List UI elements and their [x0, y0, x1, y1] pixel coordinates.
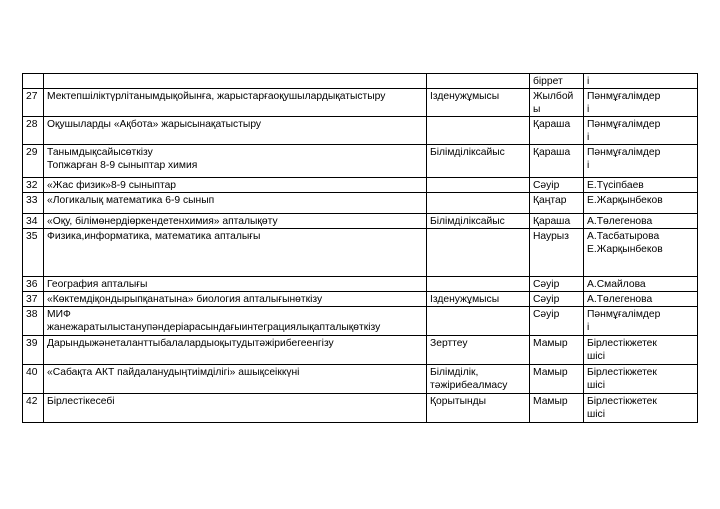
table-row — [23, 292, 698, 307]
event-cell — [44, 292, 427, 307]
event-cell-text: Оқушыларды «Ақбота» жарысынақатыстыру — [47, 119, 262, 130]
table-row — [23, 74, 698, 89]
time-cell — [530, 365, 584, 394]
responsible-cell-text: Бірлестікжетек — [587, 367, 657, 378]
event-cell-text: Дарындыжәнеталанттыбалалардыоқытудытәжірибегеенгізу — [47, 338, 334, 349]
time-cell-text: Қаңтар — [533, 195, 567, 206]
event-cell — [44, 336, 427, 365]
row-number-cell: 32 — [23, 178, 44, 193]
form-cell — [427, 193, 530, 214]
responsible-cell — [584, 292, 698, 307]
event-cell-text: Танымдықсайысөткізу — [47, 147, 153, 158]
responsible-cell-text: А.Төлегенова — [587, 216, 653, 227]
event-cell-text: МИФ — [47, 309, 71, 320]
form-cell-text: Білімділіксайыс — [430, 216, 505, 227]
time-cell — [530, 178, 584, 193]
event-cell-text: Физика,информатика, математика апталығы — [47, 231, 261, 242]
form-cell-text: Білімділіксайыс — [430, 147, 505, 158]
table-row — [23, 229, 698, 277]
table-row — [23, 277, 698, 292]
event-cell — [44, 89, 427, 117]
responsible-cell-text: Бірлестікжетек — [587, 338, 657, 349]
responsible-cell-text: шісі — [587, 380, 605, 391]
form-cell — [427, 89, 530, 117]
table-row — [23, 214, 698, 229]
work-plan-body — [23, 74, 698, 423]
time-cell-text: Сәуір — [533, 309, 560, 320]
form-cell — [427, 117, 530, 145]
form-cell — [427, 178, 530, 193]
table-row — [23, 193, 698, 214]
responsible-cell — [584, 145, 698, 178]
event-cell — [44, 178, 427, 193]
responsible-cell-text: Пәнмұғалімдер — [587, 309, 661, 320]
time-cell — [530, 277, 584, 292]
form-cell — [427, 394, 530, 423]
responsible-cell — [584, 193, 698, 214]
table-row — [23, 178, 698, 193]
time-cell-text: Жылбой — [533, 91, 574, 102]
table-row — [23, 365, 698, 394]
table-row — [23, 145, 698, 178]
time-cell — [530, 307, 584, 336]
responsible-cell-text: і — [587, 322, 590, 333]
responsible-cell-text: і — [587, 104, 590, 115]
time-cell-text: Сәуір — [533, 279, 560, 290]
time-cell-text: Мамыр — [533, 338, 568, 349]
time-cell-text: Мамыр — [533, 396, 568, 407]
event-cell-text: «Логикалық математика 6-9 сынып — [47, 195, 215, 206]
event-cell — [44, 193, 427, 214]
responsible-cell-text: шісі — [587, 409, 605, 420]
event-cell — [44, 229, 427, 277]
row-number-cell: 39 — [23, 336, 44, 365]
event-cell-text: Топжарған 8-9 сыныптар химия — [47, 160, 198, 171]
table-row — [23, 117, 698, 145]
form-cell-text: тәжірибеалмасу — [430, 380, 508, 391]
responsible-cell-text: А.Төлегенова — [587, 294, 653, 305]
responsible-cell-text: Бірлестікжетек — [587, 396, 657, 407]
work-plan-table — [22, 73, 698, 423]
time-cell — [530, 74, 584, 89]
event-cell-text: «Оқу, білімөнердіөркендетенхимия» апталықөту — [47, 216, 278, 227]
time-cell — [530, 193, 584, 214]
form-cell — [427, 277, 530, 292]
row-number-cell: 28 — [23, 117, 44, 145]
time-cell-text: біррет — [533, 76, 563, 87]
event-cell — [44, 277, 427, 292]
table-row — [23, 307, 698, 336]
event-cell-text: жанежаратылыстанупәндеріарасындағыинтеграциялықапталықөткізу — [47, 322, 381, 333]
responsible-cell-text: Е.Жарқынбеков — [587, 195, 663, 206]
row-number-cell: 42 — [23, 394, 44, 423]
form-cell-text: Ізденужұмысы — [430, 294, 500, 305]
time-cell-text: Мамыр — [533, 367, 568, 378]
row-number-cell: 38 — [23, 307, 44, 336]
event-cell-text: «Көктемдіқондырыпқанатына» биология апталығынөткізу — [47, 294, 323, 305]
event-cell — [44, 365, 427, 394]
form-cell — [427, 292, 530, 307]
form-cell-text: Зерттеу — [430, 338, 468, 349]
form-cell-text: Білімділік, — [430, 367, 479, 378]
time-cell-text: ы — [533, 104, 541, 115]
event-cell-text: Мектепшіліктүрлітанымдықойынға, жарыстарғаоқушылардықатыстыру — [47, 91, 386, 102]
event-cell — [44, 214, 427, 229]
table-row — [23, 336, 698, 365]
event-cell — [44, 145, 427, 178]
responsible-cell — [584, 178, 698, 193]
event-cell — [44, 307, 427, 336]
time-cell — [530, 214, 584, 229]
responsible-cell-text: Пәнмұғалімдер — [587, 119, 661, 130]
time-cell — [530, 145, 584, 178]
form-cell — [427, 365, 530, 394]
responsible-cell-text: і — [587, 132, 590, 143]
form-cell — [427, 214, 530, 229]
responsible-cell-text: Пәнмұғалімдер — [587, 91, 661, 102]
row-number-cell: 35 — [23, 229, 44, 277]
responsible-cell — [584, 394, 698, 423]
responsible-cell — [584, 336, 698, 365]
time-cell-text: Сәуір — [533, 294, 560, 305]
responsible-cell — [584, 365, 698, 394]
time-cell — [530, 394, 584, 423]
table-row — [23, 394, 698, 423]
event-cell — [44, 74, 427, 89]
event-cell-text: «Жас физик»8-9 сыныптар — [47, 180, 177, 191]
event-cell-text: География апталығы — [47, 279, 148, 290]
row-number-cell: 29 — [23, 145, 44, 178]
responsible-cell — [584, 74, 698, 89]
time-cell — [530, 89, 584, 117]
responsible-cell — [584, 277, 698, 292]
event-cell-text: «Сабақта АКТ пайдаланудыңтиімділігі» ашықсеіккүні — [47, 367, 300, 378]
responsible-cell-text: і — [587, 160, 590, 171]
time-cell-text: Сәуір — [533, 180, 560, 191]
form-cell-text: Қорытынды — [430, 396, 487, 407]
responsible-cell — [584, 229, 698, 277]
event-cell — [44, 117, 427, 145]
form-cell — [427, 145, 530, 178]
time-cell — [530, 292, 584, 307]
time-cell — [530, 229, 584, 277]
event-cell — [44, 394, 427, 423]
row-number-cell: 36 — [23, 277, 44, 292]
time-cell — [530, 117, 584, 145]
form-cell-text: Ізденужұмысы — [430, 91, 500, 102]
row-number-cell: 33 — [23, 193, 44, 214]
form-cell — [427, 336, 530, 365]
responsible-cell-text: і — [587, 76, 590, 87]
form-cell — [427, 74, 530, 89]
row-number-cell: 37 — [23, 292, 44, 307]
responsible-cell — [584, 307, 698, 336]
time-cell-text: Қараша — [533, 216, 571, 227]
form-cell — [427, 307, 530, 336]
responsible-cell-text: шісі — [587, 351, 605, 362]
responsible-cell-text: Пәнмұғалімдер — [587, 147, 661, 158]
form-cell — [427, 229, 530, 277]
event-cell-text: Бірлестікесебі — [47, 396, 115, 407]
time-cell-text: Қараша — [533, 119, 571, 130]
responsible-cell — [584, 214, 698, 229]
time-cell-text: Қараша — [533, 147, 571, 158]
row-number-cell — [23, 74, 44, 89]
table-row — [23, 89, 698, 117]
responsible-cell — [584, 117, 698, 145]
row-number-cell: 40 — [23, 365, 44, 394]
responsible-cell-text: Е.Түсіпбаев — [587, 180, 644, 191]
responsible-cell — [584, 89, 698, 117]
time-cell-text: Наурыз — [533, 231, 569, 242]
time-cell — [530, 336, 584, 365]
responsible-cell-text: А.Тасбатырова — [587, 231, 660, 242]
row-number-cell: 27 — [23, 89, 44, 117]
row-number-cell: 34 — [23, 214, 44, 229]
responsible-cell-text: А.Смайлова — [587, 279, 646, 290]
responsible-cell-text: Е.Жарқынбеков — [587, 244, 663, 255]
